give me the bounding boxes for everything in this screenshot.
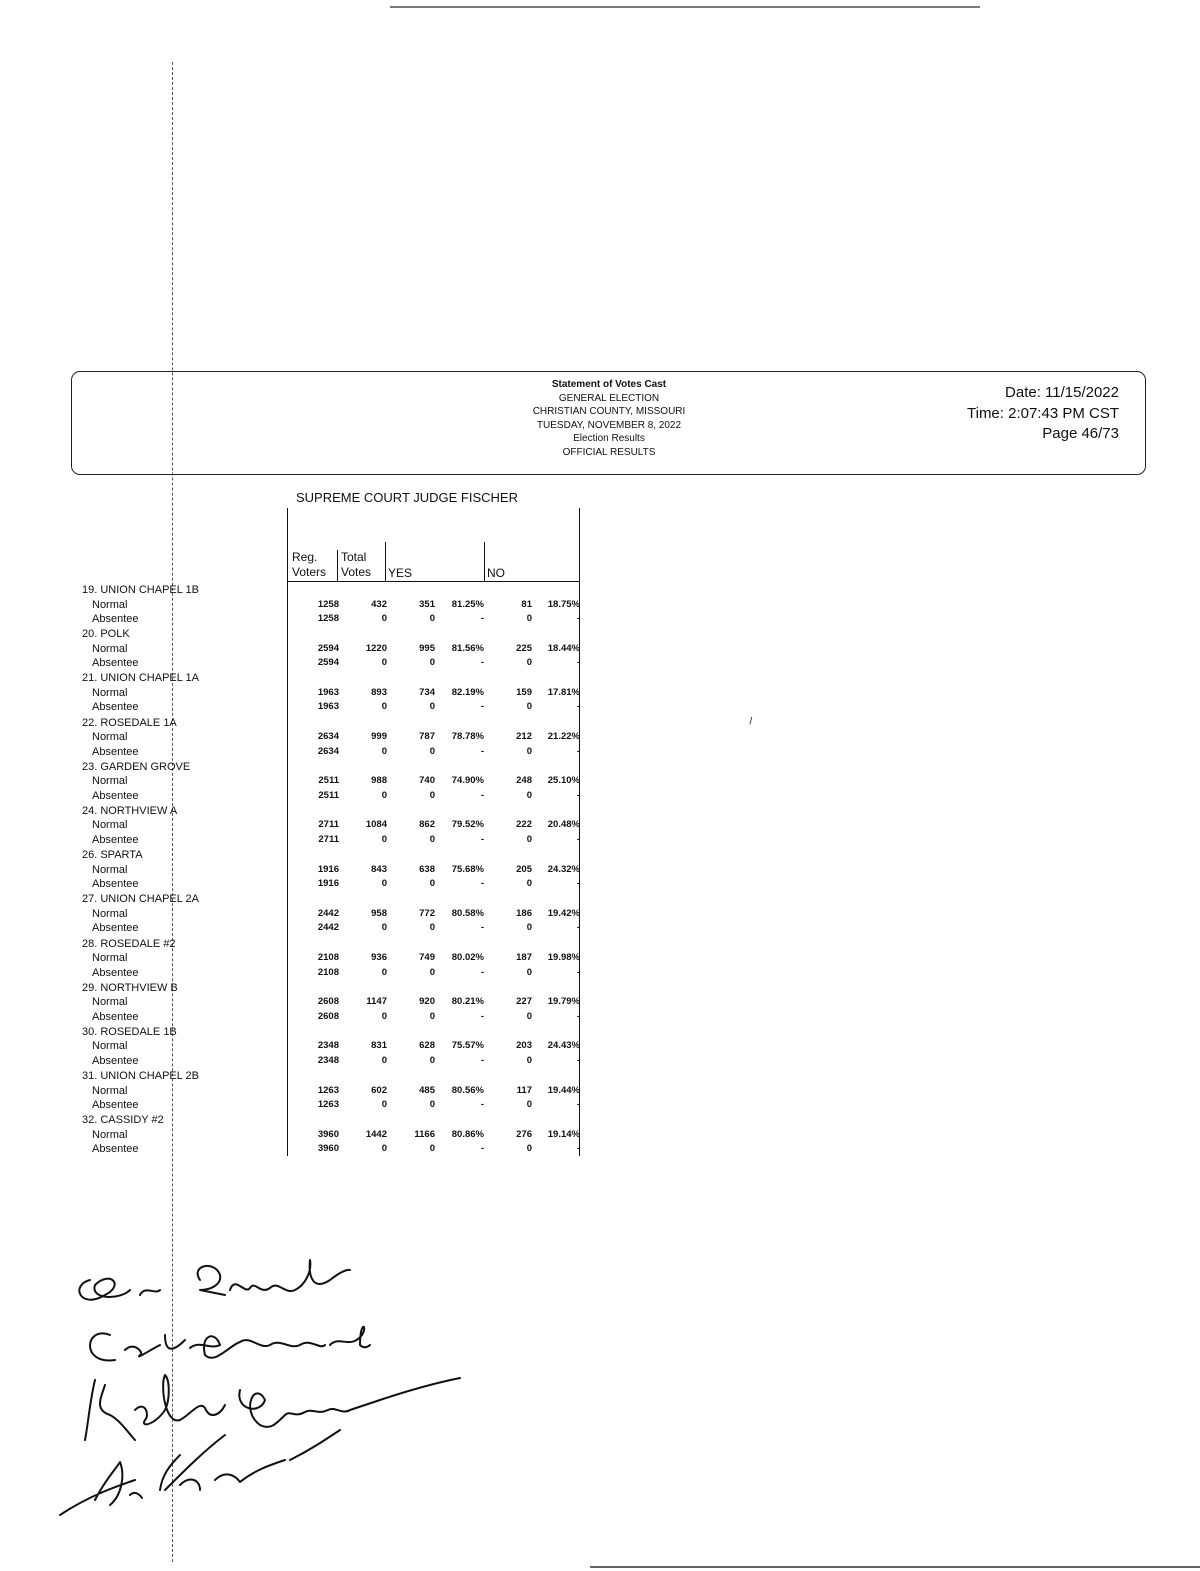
total-votes-cell: 1084 — [365, 819, 387, 831]
total-votes-cell: 0 — [381, 1010, 387, 1022]
report-time: Time: 2:07:43 PM CST — [967, 404, 1119, 422]
normal-label: Normal — [92, 598, 128, 611]
reg-voters-cell: 2711 — [318, 819, 339, 831]
yes-votes-cell: 0 — [429, 789, 435, 801]
no-header: NO — [487, 566, 505, 580]
absentee-label: Absentee — [92, 833, 139, 846]
yes-percent-cell: 81.56% — [451, 642, 484, 654]
no-percent-cell: - — [576, 1099, 580, 1111]
precinct-name: 19. UNION CHAPEL 1B — [82, 584, 199, 596]
precinct-block — [0, 1025, 600, 1069]
absentee-label: Absentee — [92, 1143, 139, 1156]
normal-row — [0, 686, 600, 700]
absentee-label: Absentee — [92, 1099, 139, 1112]
no-votes-cell: 0 — [526, 701, 532, 713]
total-votes-cell: 1442 — [365, 1128, 387, 1140]
normal-row — [0, 1039, 600, 1053]
no-percent-cell: - — [576, 789, 580, 801]
no-votes-cell: 0 — [526, 745, 532, 757]
yes-percent-cell: 81.25% — [451, 598, 484, 610]
reg-voters-cell: 1916 — [317, 878, 339, 890]
yes-votes-cell: 1166 — [414, 1128, 435, 1140]
total-votes-cell: 988 — [371, 775, 387, 787]
yes-percent-cell: - — [480, 745, 484, 757]
precinct-name: 21. UNION CHAPEL 1A — [82, 672, 199, 685]
yes-votes-cell: 772 — [419, 907, 435, 919]
absentee-row — [0, 612, 600, 626]
total-votes-header-line2: Votes — [341, 565, 372, 579]
no-percent-cell: 17.81% — [547, 686, 580, 698]
yes-percent-cell: 80.21% — [451, 996, 484, 1008]
no-percent-cell: - — [576, 1054, 580, 1066]
yes-percent-cell: - — [480, 1099, 484, 1111]
no-votes-cell: 0 — [526, 657, 532, 669]
precinct-name: 20. POLK — [82, 628, 130, 641]
normal-label: Normal — [92, 775, 128, 788]
no-percent-cell: 19.79% — [547, 996, 580, 1008]
yes-votes-cell: 0 — [429, 1010, 435, 1022]
absentee-row — [0, 1054, 600, 1068]
no-votes-cell: 0 — [526, 789, 532, 801]
yes-votes-cell: 920 — [419, 996, 435, 1008]
no-percent-cell: - — [576, 657, 580, 669]
yes-votes-cell: 995 — [419, 642, 435, 654]
yes-percent-cell: - — [480, 1054, 484, 1066]
precinct-block — [0, 981, 600, 1025]
yes-percent-cell: 80.02% — [451, 952, 484, 963]
absentee-label: Absentee — [92, 657, 139, 670]
total-votes-cell: 0 — [381, 1143, 387, 1155]
yes-percent-cell: - — [480, 878, 484, 890]
yes-percent-cell: - — [480, 1143, 484, 1155]
reg-voters-header-line2: Voters — [292, 565, 327, 579]
yes-votes-cell: 485 — [419, 1084, 435, 1096]
yes-votes-cell: 351 — [419, 598, 435, 610]
column-divider — [385, 542, 386, 581]
report-header-box — [71, 371, 1146, 475]
normal-label: Normal — [92, 686, 128, 699]
no-percent-cell: 19.14% — [547, 1128, 580, 1140]
normal-row — [0, 730, 600, 744]
total-votes-cell: 0 — [381, 966, 387, 978]
absentee-row — [0, 745, 600, 759]
no-percent-cell: - — [576, 1143, 580, 1155]
normal-label: Normal — [92, 1128, 128, 1141]
no-votes-cell: 187 — [516, 952, 532, 963]
reg-voters-cell: 2634 — [317, 745, 339, 757]
yes-percent-cell: - — [480, 657, 484, 669]
absentee-label: Absentee — [92, 878, 139, 891]
no-votes-cell: 0 — [526, 1010, 532, 1022]
yes-votes-cell: 628 — [419, 1040, 435, 1052]
no-percent-cell: 19.44% — [547, 1084, 580, 1096]
header-rule — [287, 581, 580, 582]
yes-percent-cell: - — [480, 833, 484, 845]
precinct-block — [0, 848, 600, 892]
yes-percent-cell: 80.86% — [451, 1128, 484, 1140]
reg-voters-cell: 1263 — [317, 1099, 339, 1111]
normal-label: Normal — [92, 1084, 128, 1097]
absentee-label: Absentee — [92, 966, 139, 979]
absentee-label: Absentee — [92, 1054, 139, 1067]
total-votes-cell: 0 — [381, 789, 387, 801]
absentee-label: Absentee — [92, 1010, 139, 1023]
total-votes-cell: 0 — [381, 878, 387, 890]
yes-percent-cell: 82.19% — [451, 686, 484, 698]
normal-row — [0, 1084, 600, 1098]
yes-votes-cell: 0 — [429, 701, 435, 713]
yes-votes-cell: 734 — [419, 686, 435, 698]
normal-label: Normal — [92, 642, 128, 655]
normal-row — [0, 642, 600, 656]
scan-top-artifact — [390, 0, 980, 8]
yes-percent-cell: 78.78% — [451, 731, 484, 743]
precinct-name: 22. ROSEDALE 1A — [82, 716, 177, 729]
no-votes-cell: 222 — [516, 819, 532, 831]
reg-voters-cell: 2108 — [317, 952, 339, 963]
no-percent-cell: - — [576, 966, 580, 978]
no-percent-cell: 24.43% — [547, 1040, 580, 1052]
precinct-name: 27. UNION CHAPEL 2A — [82, 893, 199, 906]
no-percent-cell: - — [576, 833, 580, 845]
precinct-block — [0, 627, 600, 671]
reg-voters-cell: 1263 — [317, 1084, 339, 1096]
contest-title: SUPREME COURT JUDGE FISCHER — [296, 490, 518, 505]
total-votes-header — [341, 550, 371, 580]
yes-percent-cell: - — [480, 1010, 484, 1022]
yes-votes-cell: 0 — [429, 1143, 435, 1155]
results-label: Election Results — [573, 433, 645, 445]
total-votes-cell: 936 — [371, 952, 387, 963]
yes-votes-cell: 0 — [429, 922, 435, 934]
column-divider — [337, 550, 338, 581]
no-votes-cell: 159 — [516, 686, 532, 698]
reg-voters-cell: 2348 — [317, 1054, 339, 1066]
precinct-name: 29. NORTHVIEW B — [82, 981, 178, 994]
no-percent-cell: - — [576, 1010, 580, 1022]
yes-votes-cell: 0 — [429, 613, 435, 624]
yes-percent-cell: 80.58% — [451, 907, 484, 919]
total-votes-cell: 831 — [371, 1040, 387, 1052]
yes-percent-cell: - — [480, 789, 484, 801]
no-votes-cell: 0 — [526, 613, 532, 624]
no-votes-cell: 0 — [526, 922, 532, 934]
absentee-label: Absentee — [92, 922, 139, 935]
column-divider — [484, 542, 485, 581]
yes-votes-cell: 0 — [429, 745, 435, 757]
election-date: TUESDAY, NOVEMBER 8, 2022 — [536, 419, 682, 431]
precinct-block — [0, 937, 600, 981]
reg-voters-cell: 1963 — [317, 701, 339, 713]
total-votes-cell: 0 — [381, 745, 387, 757]
yes-percent-cell: 75.68% — [451, 863, 484, 875]
total-votes-cell: 999 — [371, 731, 387, 743]
absentee-row — [0, 656, 600, 670]
reg-voters-cell: 2348 — [317, 1040, 339, 1052]
total-votes-cell: 0 — [381, 1054, 387, 1066]
normal-label: Normal — [92, 996, 128, 1009]
total-votes-cell: 843 — [371, 863, 387, 875]
absentee-row — [0, 833, 600, 847]
reg-voters-cell: 3960 — [317, 1143, 339, 1155]
normal-label: Normal — [92, 863, 128, 876]
total-votes-cell: 958 — [371, 907, 387, 919]
stray-mark: \ — [746, 716, 755, 727]
absentee-label: Absentee — [92, 789, 139, 802]
no-votes-cell: 0 — [526, 878, 532, 890]
yes-percent-cell: 74.90% — [451, 775, 484, 787]
yes-votes-cell: 787 — [419, 731, 435, 743]
no-votes-cell: 205 — [516, 863, 532, 875]
reg-voters-cell: 2608 — [317, 996, 339, 1008]
no-percent-cell: - — [576, 701, 580, 713]
no-votes-cell: 248 — [516, 775, 532, 787]
no-votes-cell: 0 — [526, 966, 532, 978]
results-table — [0, 583, 600, 1157]
absentee-row — [0, 921, 600, 935]
reg-voters-cell: 2511 — [318, 789, 339, 801]
signatures — [50, 1250, 480, 1540]
yes-votes-cell: 749 — [419, 952, 435, 963]
absentee-row — [0, 966, 600, 980]
reg-voters-cell: 2442 — [317, 907, 339, 919]
precinct-block — [0, 892, 600, 936]
yes-header: YES — [388, 566, 413, 580]
no-votes-cell: 0 — [526, 833, 532, 845]
no-votes-cell: 0 — [526, 1054, 532, 1066]
yes-votes-cell: 740 — [419, 775, 435, 787]
yes-votes-cell: 0 — [429, 1054, 435, 1066]
precinct-name: 28. ROSEDALE #2 — [82, 937, 176, 950]
precinct-block — [0, 760, 600, 804]
no-percent-cell: 20.48% — [547, 819, 580, 831]
yes-percent-cell: - — [480, 701, 484, 713]
election-name: GENERAL ELECTION — [558, 392, 660, 404]
no-percent-cell: - — [576, 878, 580, 890]
normal-row — [0, 995, 600, 1009]
no-votes-cell: 212 — [516, 731, 532, 743]
yes-votes-cell: 862 — [419, 819, 435, 831]
normal-row — [0, 907, 600, 921]
no-percent-cell: 18.44% — [547, 642, 580, 654]
yes-percent-cell: 79.52% — [451, 819, 484, 831]
yes-votes-cell: 0 — [429, 833, 435, 845]
no-votes-cell: 227 — [516, 996, 532, 1008]
reg-voters-cell: 2608 — [317, 1010, 339, 1022]
no-votes-cell: 276 — [516, 1128, 532, 1140]
no-votes-cell: 117 — [516, 1084, 532, 1096]
no-percent-cell: - — [576, 922, 580, 934]
report-meta — [967, 383, 1119, 445]
absentee-row — [0, 877, 600, 891]
total-votes-cell: 432 — [371, 598, 387, 610]
precinct-block — [0, 1069, 600, 1113]
page-number: Page 46/73 — [1042, 425, 1119, 442]
absentee-row — [0, 789, 600, 803]
total-votes-cell: 602 — [371, 1084, 387, 1096]
precinct-name: 31. UNION CHAPEL 2B — [82, 1070, 199, 1083]
precinct-block — [0, 1113, 600, 1157]
no-votes-cell: 186 — [516, 907, 532, 919]
precinct-name: 32. CASSIDY #2 — [82, 1114, 164, 1127]
total-votes-cell: 1147 — [366, 996, 387, 1008]
no-votes-cell: 203 — [516, 1040, 532, 1052]
precinct-block — [0, 671, 600, 715]
total-votes-cell: 0 — [381, 833, 387, 845]
normal-row — [0, 598, 600, 612]
precinct-block — [0, 716, 600, 760]
yes-votes-cell: 0 — [429, 966, 435, 978]
normal-label: Normal — [92, 1040, 128, 1053]
absentee-row — [0, 1010, 600, 1024]
no-percent-cell: 24.32% — [547, 863, 580, 875]
yes-votes-cell: 0 — [429, 657, 435, 669]
no-votes-cell: 0 — [526, 1099, 532, 1111]
absentee-label: Absentee — [92, 745, 139, 758]
no-percent-cell: 18.75% — [547, 598, 580, 610]
normal-label: Normal — [92, 819, 128, 832]
normal-row — [0, 863, 600, 877]
absentee-row — [0, 1142, 600, 1156]
total-votes-cell: 1220 — [365, 642, 387, 654]
no-percent-cell: 21.22% — [547, 731, 580, 743]
reg-voters-cell: 2511 — [318, 775, 339, 787]
no-percent-cell: 19.42% — [547, 907, 580, 919]
reg-voters-cell: 2634 — [317, 731, 339, 743]
no-percent-cell: - — [576, 613, 580, 624]
total-votes-cell: 0 — [381, 922, 387, 934]
reg-voters-cell: 2594 — [317, 642, 339, 654]
precinct-block — [0, 804, 600, 848]
yes-percent-cell: 75.57% — [451, 1040, 484, 1052]
absentee-row — [0, 700, 600, 714]
normal-row — [0, 774, 600, 788]
reg-voters-cell: 2442 — [317, 922, 339, 934]
yes-votes-cell: 638 — [419, 863, 435, 875]
precinct-name: 26. SPARTA — [82, 849, 143, 862]
report-title: Statement of Votes Cast — [551, 379, 667, 390]
county-name: CHRISTIAN COUNTY, MISSOURI — [532, 406, 686, 418]
reg-voters-header — [292, 550, 326, 580]
official-label: OFFICIAL RESULTS — [562, 446, 656, 458]
yes-percent-cell: 80.56% — [451, 1084, 484, 1096]
normal-label: Normal — [92, 731, 128, 744]
normal-row — [0, 1128, 600, 1142]
normal-label: Normal — [92, 952, 128, 964]
reg-voters-cell: 1916 — [317, 863, 339, 875]
report-date: Date: 11/15/2022 — [1005, 384, 1119, 401]
absentee-row — [0, 1098, 600, 1112]
signature-scribbles — [50, 1250, 480, 1540]
no-votes-cell: 225 — [516, 642, 532, 654]
precinct-name: 23. GARDEN GROVE — [82, 760, 191, 773]
absentee-label: Absentee — [92, 613, 139, 625]
total-votes-cell: 0 — [381, 1099, 387, 1111]
no-percent-cell: 25.10% — [547, 775, 580, 787]
no-votes-cell: 81 — [521, 598, 532, 610]
yes-votes-cell: 0 — [429, 878, 435, 890]
reg-voters-cell: 2711 — [318, 833, 339, 845]
total-votes-cell: 0 — [381, 657, 387, 669]
reg-voters-cell: 2108 — [317, 966, 339, 978]
yes-percent-cell: - — [480, 922, 484, 934]
yes-percent-cell: - — [480, 613, 484, 624]
total-votes-cell: 0 — [381, 613, 387, 624]
scan-bottom-artifact — [590, 1566, 1200, 1568]
precinct-block — [0, 583, 600, 627]
total-votes-cell: 0 — [381, 701, 387, 713]
reg-voters-cell: 3960 — [317, 1128, 339, 1140]
no-percent-cell: 19.98% — [547, 952, 580, 963]
yes-percent-cell: - — [480, 966, 484, 978]
report-header-center — [484, 378, 734, 460]
total-votes-header-line1: Total — [341, 550, 367, 564]
normal-row — [0, 818, 600, 832]
no-percent-cell: - — [576, 745, 580, 757]
precinct-name: 24. NORTHVIEW A — [82, 804, 178, 817]
precinct-name: 30. ROSEDALE 1B — [82, 1025, 177, 1038]
yes-votes-cell: 0 — [429, 1099, 435, 1111]
reg-voters-cell: 1963 — [317, 686, 339, 698]
normal-label: Normal — [92, 907, 128, 920]
reg-voters-cell: 1258 — [317, 613, 339, 624]
reg-voters-cell: 2594 — [317, 657, 339, 669]
normal-row — [0, 951, 600, 965]
no-votes-cell: 0 — [526, 1143, 532, 1155]
total-votes-cell: 893 — [371, 686, 387, 698]
absentee-label: Absentee — [92, 701, 139, 714]
reg-voters-cell: 1258 — [317, 598, 339, 610]
reg-voters-header-line1: Reg. — [292, 550, 318, 564]
